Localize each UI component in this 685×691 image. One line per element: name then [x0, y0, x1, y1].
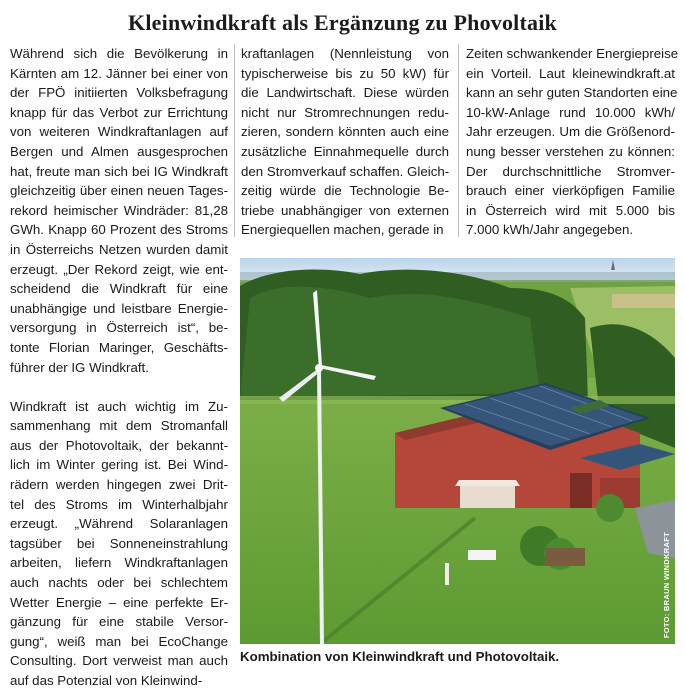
text-line: versorgung in Österreich ist“, be-: [10, 320, 228, 336]
text-line: Während sich die Bevölkerung in: [10, 46, 228, 61]
text-line: Consulting. Dort verweist man auch: [10, 653, 228, 669]
article-column-3: [466, 44, 679, 240]
text-line: brauch einer vierköpfigen Familie: [466, 183, 675, 199]
text-line: gung“, weiß man bei EcoChange: [10, 633, 228, 649]
text-line: lich im Winter gering ist. Bei Wind-: [10, 457, 228, 473]
text-line: rädern werden hingegen zwei Drit-: [10, 477, 228, 493]
text-line: nung besser verstehen zu können:: [466, 143, 675, 159]
text-line: zusätzliche Einnahmequelle durch: [241, 143, 449, 159]
text-line: Bergen und Almen ausgesprochen: [10, 143, 228, 159]
text-line: Windkraft ist auch wichtig im Zu-: [10, 398, 228, 414]
text-line: nicht nur Stromrechnungen redu-: [241, 104, 449, 120]
article-photo: [240, 258, 675, 644]
text-line: hat, freute man sich bei IG Windkraft: [10, 163, 228, 179]
paragraph-2: [10, 397, 228, 691]
text-line: die Landwirtschaft. Diese würden: [241, 85, 449, 101]
column-divider-2: [458, 44, 459, 237]
photo-credit: FOTO: BRAUN WINDKRAFT: [662, 531, 671, 638]
text-line: typischerweise bis zu 50 kW) für: [241, 65, 449, 81]
article-column-1: [10, 44, 228, 691]
paragraph-1: [10, 44, 228, 377]
text-line: gänzung für eine stabile Versor-: [10, 614, 228, 630]
text-line: kraftanlagen (Nennleistung von: [241, 46, 449, 61]
photo-caption: Kombination von Kleinwindkraft und Photovoltaik.: [240, 649, 560, 664]
text-line: erzeugt. „Der Rekord zeigt, wie ent-: [10, 261, 228, 277]
text-line: ein Vorteil. Laut kleinewindkraft.at: [466, 65, 675, 81]
text-line: den Stromverkauf schaffen. Gleich-: [241, 163, 450, 179]
text-line: triebe unabhängiger von externen: [241, 202, 449, 218]
farm-wind-solar-illustration: [240, 258, 675, 644]
article-column-2: [241, 44, 449, 240]
text-line: Jahr erzeugen. Um die Größenord-: [466, 124, 675, 140]
text-line: auch nachts oder bei schlechtem: [10, 575, 228, 591]
text-line: arbeiten, liefern Windkraftanlagen: [10, 555, 228, 571]
text-line: gleichzeitig über einen neuen Tages-: [10, 183, 228, 199]
text-line: Energiequellen machen, gerade in: [241, 222, 444, 238]
column-divider-1: [234, 44, 235, 237]
text-line: tagsüber bei Sonneneinstrahlung: [10, 535, 228, 551]
text-line: Wetter Energie – eine perfekte Er-: [10, 594, 228, 610]
text-line: zieren, sondern könnten auch eine: [241, 124, 449, 140]
text-line: erzeugt. „Während Solaranlagen: [10, 516, 228, 532]
text-line: unabhängige und leistbare Energie-: [10, 300, 228, 316]
text-line: tel des Stroms im Winterhalbjahr: [10, 496, 228, 512]
text-line: 7.000 kWh/Jahr angegeben.: [466, 222, 634, 238]
text-line: in Österreichs Netzen wurden damit: [10, 241, 228, 257]
paragraph-3: [241, 44, 449, 240]
text-line: rekord heimischer Windräder: 81,28: [10, 202, 228, 218]
text-line: 10-kW-Anlage rund 10.000 kWh/: [466, 104, 675, 120]
text-line: Kärnten am 12. Jänner bei einer von: [10, 65, 228, 81]
text-line: scheidend die Windkraft für eine: [10, 281, 228, 297]
text-line: tonte Florian Maringer, Geschäfts-: [10, 339, 228, 355]
text-line: von weiteren Windkraftanlagen auf: [10, 124, 228, 140]
text-line: in Österreich wird mit 5.000 bis: [466, 202, 675, 218]
paragraph-4: [466, 44, 679, 240]
text-line: aus der Photovoltaik, der bekannt-: [10, 437, 228, 453]
text-line: Der durchschnittliche Stromver-: [466, 163, 675, 179]
text-line: führer der IG Windkraft.: [10, 359, 149, 375]
article-headline: Kleinwindkraft als Ergänzung zu Phovoltaik: [128, 10, 557, 35]
text-line: GWh. Knapp 60 Prozent des Stroms: [10, 222, 228, 238]
text-line: auf das Potenzial von Kleinwind-: [10, 673, 203, 688]
text-line: sammenhang mit dem Stromanfall: [10, 418, 228, 434]
text-line: kann an sehr guten Standorten eine: [466, 85, 678, 101]
text-line: der FPÖ initiierten Volksbefragung: [10, 85, 228, 101]
text-line: knapp für das Verbot zur Errichtung: [10, 104, 228, 120]
text-line: Zeiten schwankender Energiepreise: [466, 46, 679, 61]
text-line: zeitig würde die Technologie Be-: [241, 183, 449, 199]
